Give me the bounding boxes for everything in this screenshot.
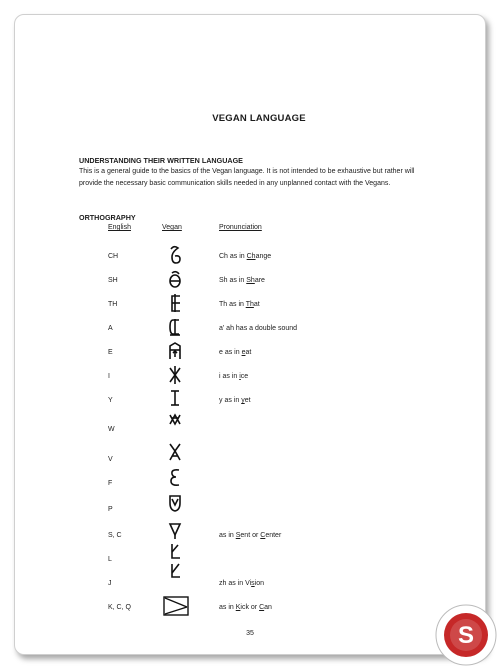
english-letter: A (108, 325, 113, 332)
vegan-i-glyph (163, 364, 187, 386)
column-header-pronunciation: Pronunciation (219, 224, 262, 231)
english-letter: J (108, 580, 112, 587)
english-letter: CH (108, 253, 119, 260)
english-letter: SH (108, 277, 118, 284)
orthography-row (15, 317, 485, 341)
pronunciation: i as in ice (219, 373, 249, 380)
orthography-row (15, 463, 485, 487)
pronunciation: zh as in Vision (219, 580, 265, 587)
orthography-row (15, 437, 485, 461)
english-letter: F (108, 480, 113, 487)
english-letter: TH (108, 301, 118, 308)
pronunciation: Sh as in Share (219, 277, 265, 284)
vegan-a-glyph (163, 316, 187, 338)
english-letter: W (108, 426, 115, 433)
orthography-row (15, 293, 485, 317)
vegan-e-glyph (163, 340, 187, 362)
orthography-row (15, 245, 485, 269)
document-page (14, 14, 486, 655)
orthography-row (15, 559, 485, 587)
vegan-p-glyph (163, 492, 187, 514)
vegan-v-glyph (163, 441, 187, 463)
english-letter: P (108, 506, 113, 513)
vegan-ch-glyph (163, 244, 187, 266)
pronunciation: Th as in That (219, 301, 260, 308)
document-title: VEGAN LANGUAGE (212, 113, 306, 124)
orthography-row (15, 517, 485, 541)
pronunciation: as in Sent or Center (219, 532, 282, 539)
section-heading-orthography: ORTHOGRAPHY (79, 213, 136, 222)
watermark-letter: S (457, 622, 475, 649)
vegan-s-glyph (163, 520, 187, 542)
english-letter: I (108, 373, 110, 380)
orthography-row (15, 365, 485, 389)
orthography-row (15, 413, 485, 437)
pronunciation: as in Kick or Can (219, 604, 272, 611)
page-number: 35 (246, 630, 254, 637)
pronunciation: e as in eat (219, 349, 252, 356)
section-heading-written-language: UNDERSTANDING THEIR WRITTEN LANGUAGE (79, 156, 243, 165)
english-letter: E (108, 349, 113, 356)
pronunciation: Ch as in Change (219, 253, 272, 260)
english-letter: Y (108, 397, 113, 404)
vegan-th-glyph (163, 292, 187, 314)
intro-paragraph: This is a general guide to the basics of the Vegan language. It is not intended to be exhaustive but rather will provide the necessary basic communication skills needed in any unplanned contact with the Vegans. (79, 168, 415, 187)
vegan-f-glyph (163, 466, 187, 488)
orthography-row (15, 341, 485, 365)
pronunciation: y as in yet (219, 397, 251, 404)
orthography-row (15, 591, 485, 615)
english-letter: L (108, 556, 112, 563)
site-watermark-logo (434, 603, 498, 667)
english-letter: V (108, 456, 113, 463)
orthography-row (15, 269, 485, 293)
vegan-k-glyph (162, 595, 190, 617)
vegan-w-glyph (163, 412, 187, 434)
english-letter: K, C, Q (108, 604, 131, 611)
vegan-j-glyph (163, 560, 187, 582)
vegan-y-glyph (163, 388, 187, 410)
column-header-vegan: Vegan (162, 224, 182, 231)
pronunciation: a' ah has a double sound (219, 325, 298, 332)
column-header-english: English (108, 224, 131, 231)
orthography-row (15, 389, 485, 413)
orthography-row (15, 489, 485, 513)
english-letter: S, C (108, 532, 122, 539)
vegan-sh-glyph (163, 268, 187, 290)
